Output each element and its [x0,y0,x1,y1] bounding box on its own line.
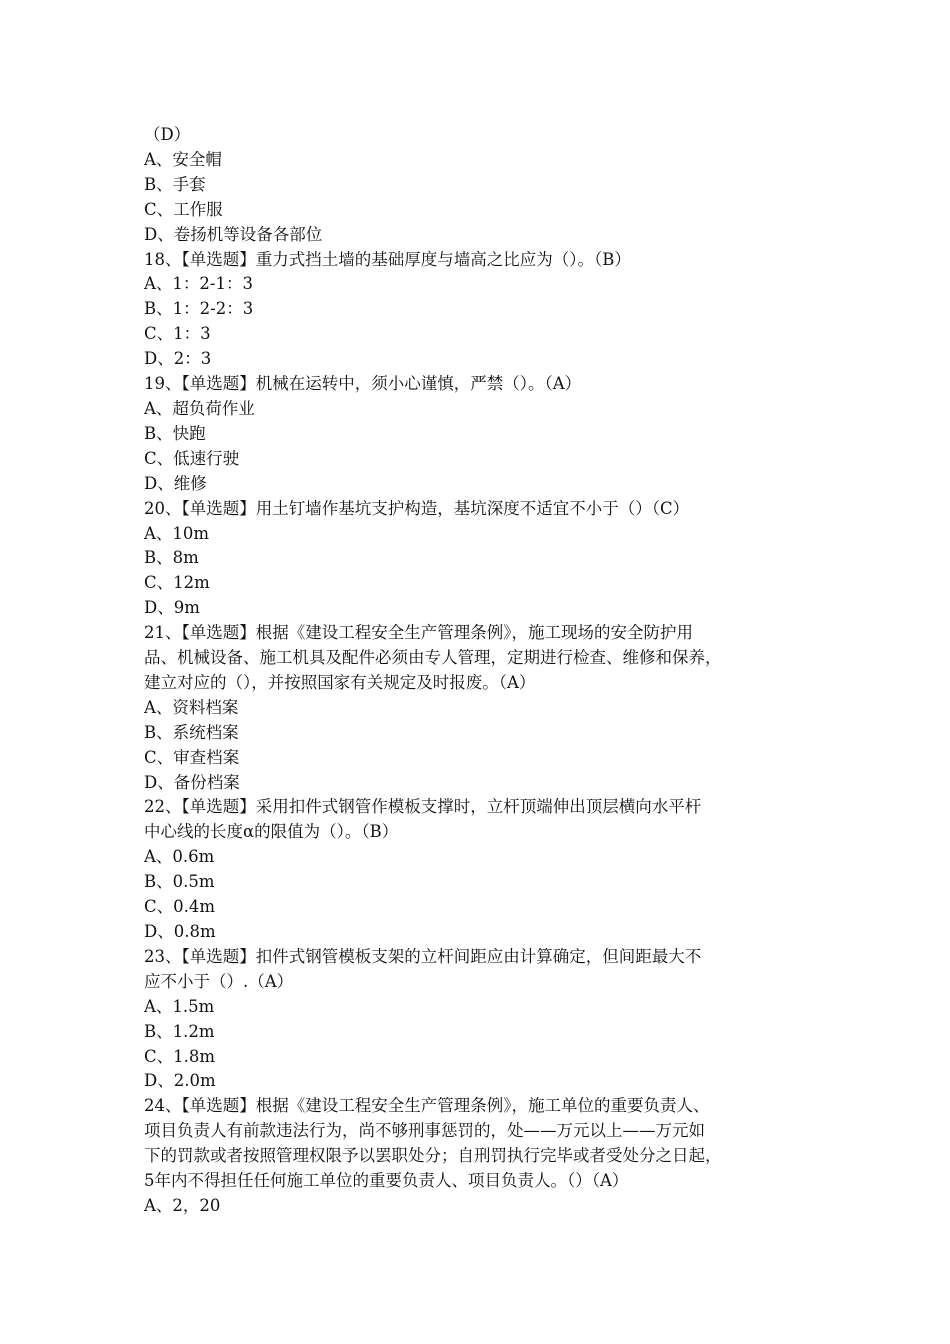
option-c: C、1：3 [144,324,211,344]
question-text: 下的罚款或者按照管理权限予以罢职处分；自刑罚执行完毕或者受处分之日起， [144,1146,722,1166]
option-d: D、9m [144,598,200,618]
option-a: A、10m [144,523,210,543]
question-text: 18、【单选题】重力式挡土墙的基础厚度与墙高之比应为（）。（B） [144,249,631,269]
question-item [144,248,824,373]
option-b: B、8m [144,548,199,568]
question-text: 21、【单选题】根据《建设工程安全生产管理条例》，施工现场的安全防护用 [144,623,693,643]
question-text: 23、【单选题】扣件式钢管模板支架的立杆间距应由计算确定，但间距最大不 [144,946,702,966]
question-item [144,1094,824,1219]
question-item [144,795,824,944]
question-item [144,621,824,795]
option-a: A、1.5m [144,996,215,1016]
option-a: A、超负荷作业 [144,398,255,418]
option-d: D、卷扬机等设备各部位 [144,224,323,244]
option-a: A、2，20 [144,1195,221,1215]
option-b: B、1.2m [144,1021,215,1041]
question-text: 品、机械设备、施工机具及配件必须由专人管理，定期进行检查、维修和保养， [144,648,722,668]
option-c: C、0.4m [144,897,216,917]
document-page [144,123,824,1219]
question-list [144,248,824,1219]
answer-key: （D） [144,125,191,144]
question-text: 项目负责人有前款违法行为，尚不够刑事惩罚的，处——万元以上——万元如 [144,1121,705,1141]
option-c: C、低速行驶 [144,448,240,468]
option-b: B、1：2-2：3 [144,299,254,319]
question-text: 5年内不得担任任何施工单位的重要负责人、项目负责人。（）（A） [144,1171,629,1191]
option-d: D、2.0m [144,1071,216,1091]
option-d: D、备份档案 [144,772,240,792]
option-a: A、安全帽 [144,149,222,169]
question-text: 应不小于（）.（A） [144,971,294,991]
option-d: D、0.8m [144,922,216,941]
question-text: 20、【单选题】用土钉墙作基坑支护构造，基坑深度不适宜不小于（）（C） [144,498,690,518]
option-c: C、12m [144,573,210,593]
question-item [144,497,824,622]
continuation-block [144,123,824,248]
question-text: 建立对应的（），并按照国家有关规定及时报废。（A） [144,672,536,692]
question-text: 19、【单选题】机械在运转中，须小心谨慎，严禁（）。（A） [144,374,582,394]
question-text: 22、【单选题】采用扣件式钢管作模板支撑时，立杆顶端伸出顶层横向水平杆 [144,797,702,817]
option-b: B、快跑 [144,423,206,443]
option-d: D、2：3 [144,349,212,369]
option-d: D、维修 [144,473,207,493]
option-c: C、审查档案 [144,747,240,767]
question-text: 中心线的长度α的限值为（）。（B） [144,822,399,842]
option-a: A、资料档案 [144,697,239,717]
option-b: B、手套 [144,174,206,194]
question-text: 24、【单选题】根据《建设工程安全生产管理条例》，施工单位的重要负责人、 [144,1096,710,1116]
option-c: C、工作服 [144,199,223,219]
option-c: C、1.8m [144,1046,216,1066]
option-a: A、1：2-1：3 [144,274,253,294]
question-item [144,945,824,1094]
question-item [144,372,824,497]
option-b: B、系统档案 [144,722,239,742]
option-b: B、0.5m [144,872,215,892]
option-a: A、0.6m [144,847,215,867]
